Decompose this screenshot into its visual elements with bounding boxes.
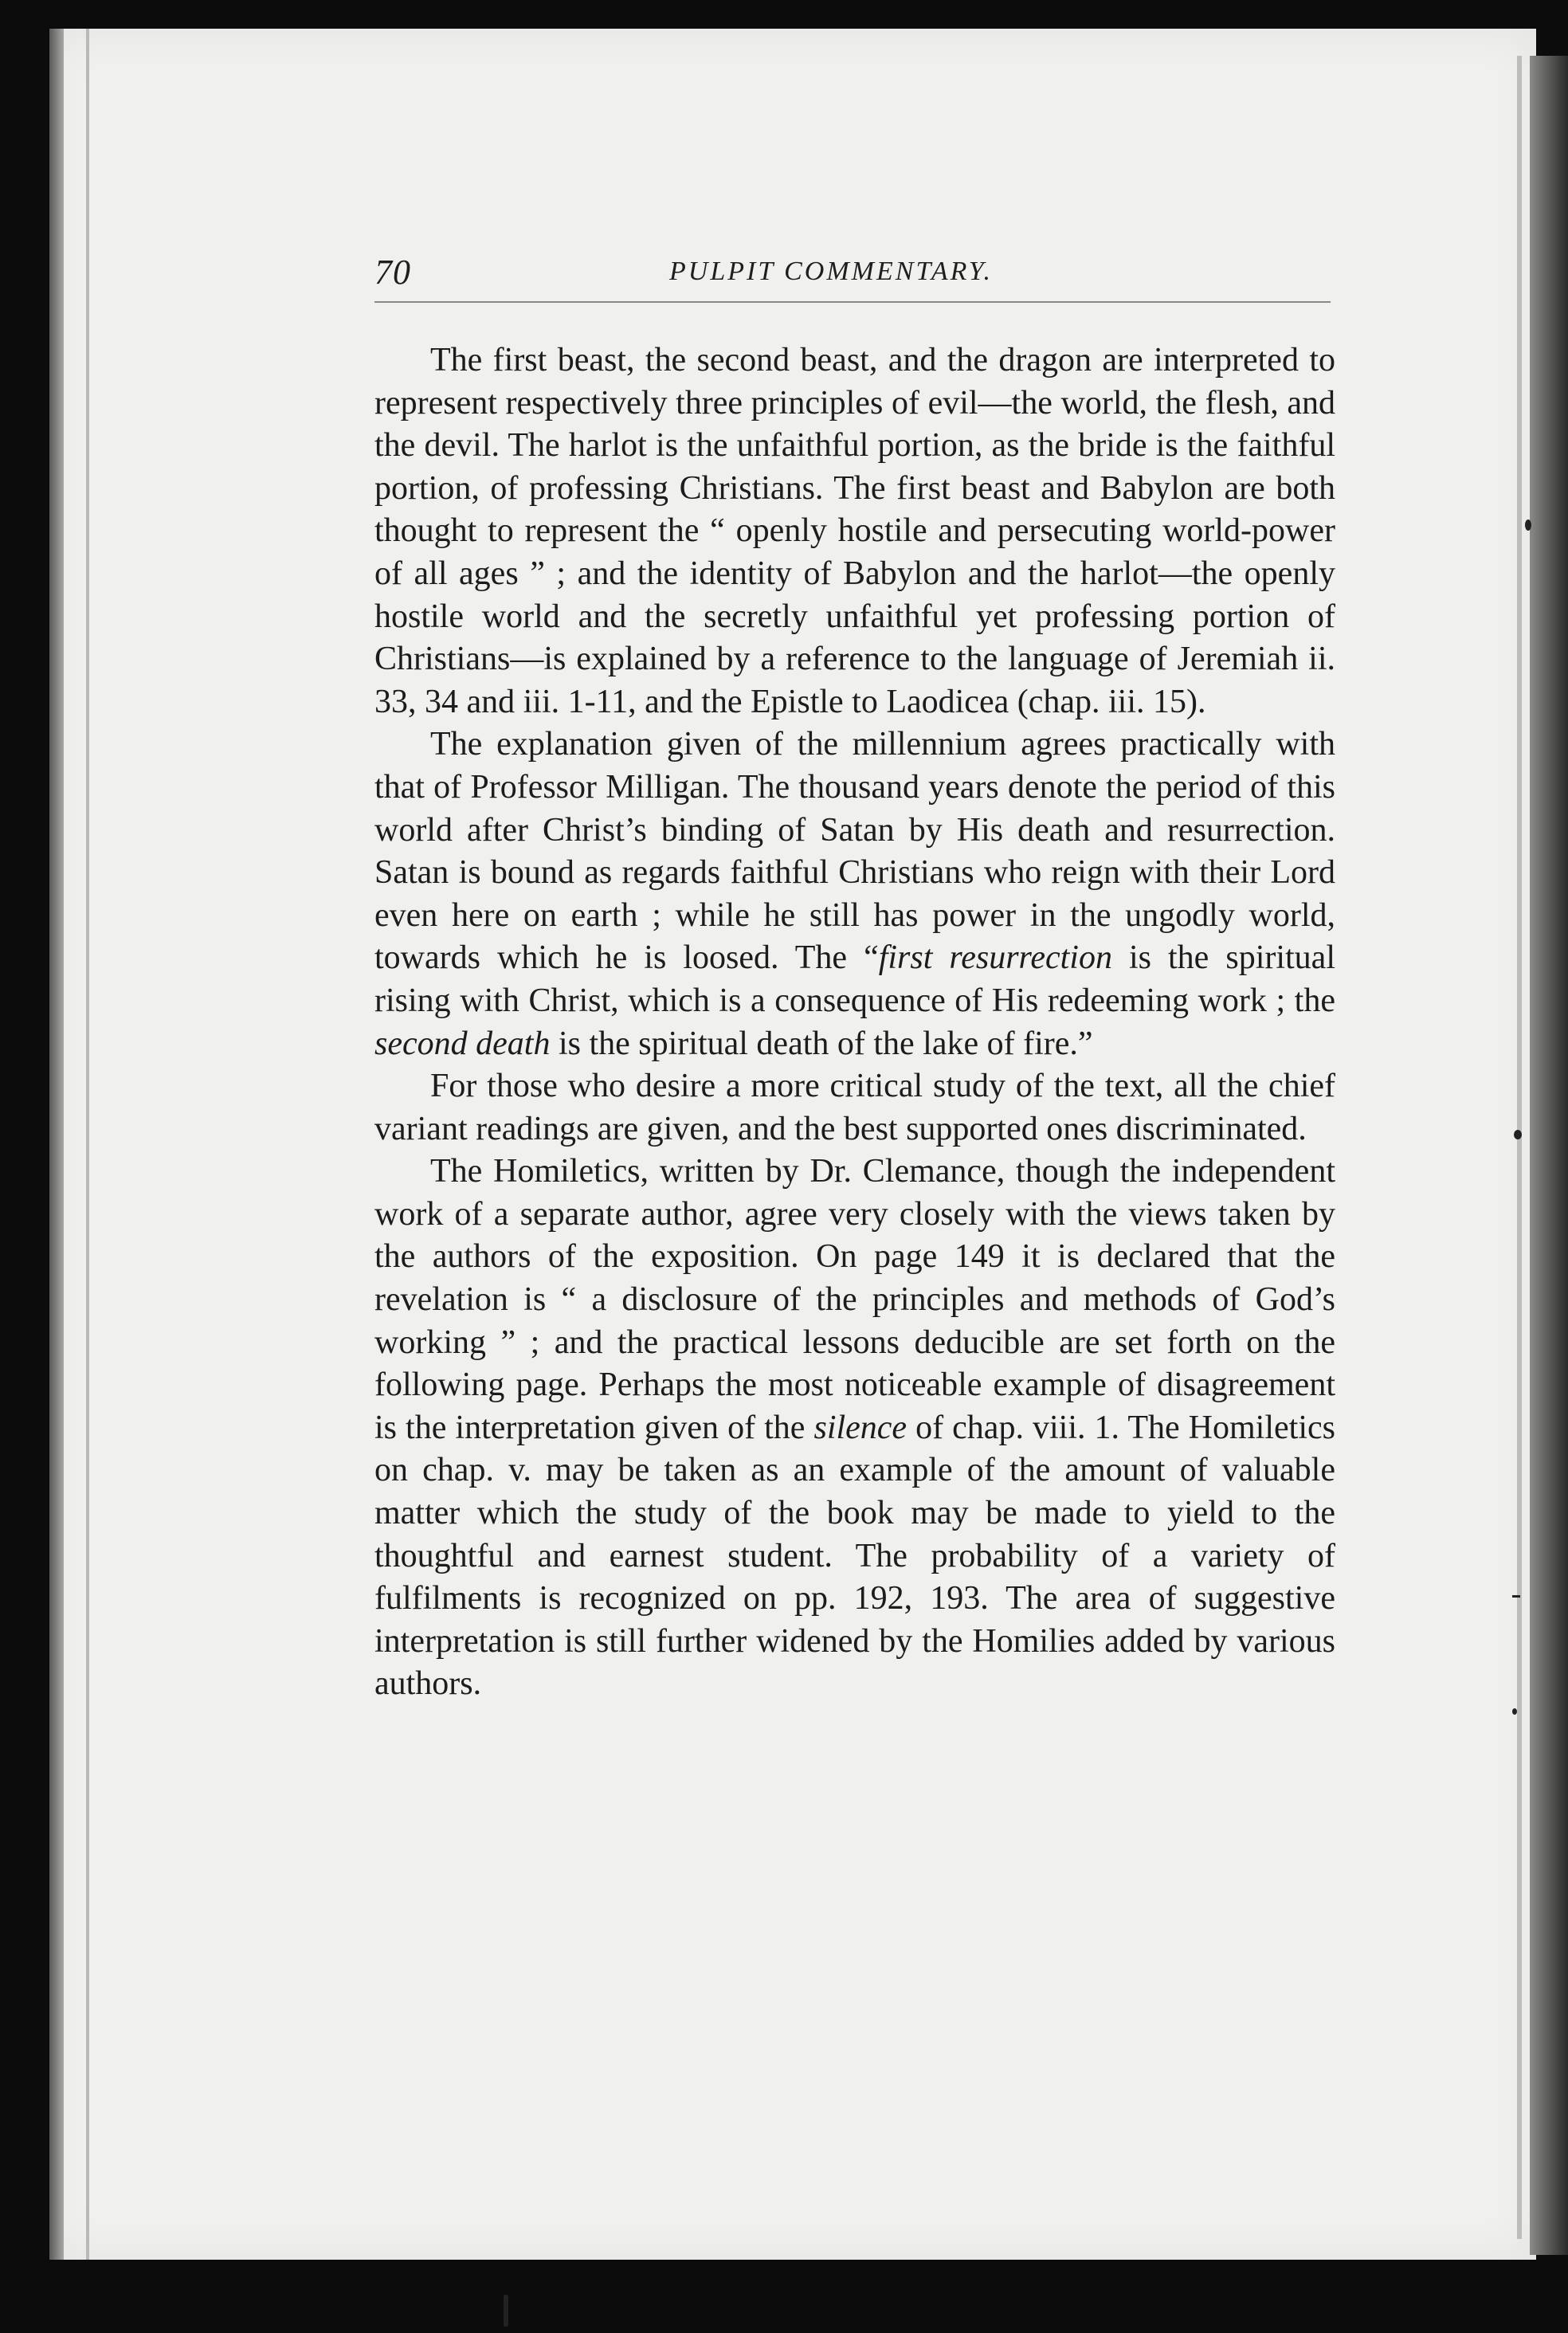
text-run: The first beast, the second beast, and the dragon are interpreted to represent respectively three principles of evil—the world, the flesh, and the devil. The harlot is the unfaithful portion, as the bride is the faithful portion, of professing Christians. The first beast and Babylon are both thought to represent the “ openly hostile and persecuting world-power of all ages ” ; and the identity of Babylon and the harlot—the openly hostile world and the secretly unfaithful yet professing portion of Christians—is explained by a reference to the language of Jeremiah ii. 33, 34 and iii. 1-11, and the Epistle to Laodicea (chap. iii. 15). xyxy=(374,342,1335,720)
text-run: The Homiletics, written by Dr. Clemance, though the independent work of a separate author, agree very closely with the views taken by the authors of the exposition. On page 149 it is declared that the revelation is “ a disclosure of the principles and methods of God’s working ” ; and the practical lessons deducible are set forth on the following page. Perhaps the most noticeable example of disagreement is the interpretation given of the xyxy=(374,1153,1335,1446)
italic-phrase: second death xyxy=(374,1025,551,1062)
running-title: PULPIT COMMENTARY. xyxy=(669,257,994,286)
italic-phrase: first resurrection xyxy=(878,939,1112,977)
italic-phrase: silence xyxy=(813,1409,907,1446)
running-header xyxy=(374,252,1331,293)
scan-speck xyxy=(1512,1595,1520,1598)
text-run: For those who desire a more critical study of the text, all the chief variant readings are given, and the best supported ones discriminated. xyxy=(374,1068,1335,1147)
body-text xyxy=(374,339,1335,1706)
scan-speck xyxy=(504,2295,508,2327)
right-page-edge xyxy=(1530,56,1568,2255)
header-rule xyxy=(374,301,1331,303)
text-run: The explanation given of the millennium agrees practically with that of Professor Milligan. The thousand years denote the period of this world after Christ’s binding of Satan by His death and resurrection. Satan is bound as regards faithful Christians who reign with their Lord even here on earth ; while he still has power in the ungodly world, towards which he is loosed. The “ xyxy=(374,726,1335,977)
paragraph-3 xyxy=(374,1065,1335,1151)
scan-speck xyxy=(1514,1130,1522,1139)
binding-edge xyxy=(86,29,89,2260)
page-number: 70 xyxy=(374,253,411,292)
binding-shadow xyxy=(49,29,64,2260)
scan-speck xyxy=(1525,520,1531,531)
paragraph-2 xyxy=(374,723,1335,1065)
text-run: is the spiritual rising with Christ, which is a consequence of His redeeming work ; the xyxy=(374,939,1335,1019)
paragraph-1 xyxy=(374,339,1335,723)
page-edge-line xyxy=(1517,56,1522,2239)
paragraph-4 xyxy=(374,1151,1335,1706)
text-run: of chap. viii. 1. The Homiletics on chap. v. may be taken as an example of the amount of valuable matter which the study of the book may be made to yield to the thoughtful and earnest student. The probability of a variety of fulfilments is recognized on pp. 192, 193. The area of suggestive interpretation is still further widened by the Homilies added by various authors. xyxy=(374,1409,1335,1703)
scan-speck xyxy=(1512,1708,1517,1715)
text-run: is the spiritual death of the lake of fire.” xyxy=(550,1025,1093,1062)
